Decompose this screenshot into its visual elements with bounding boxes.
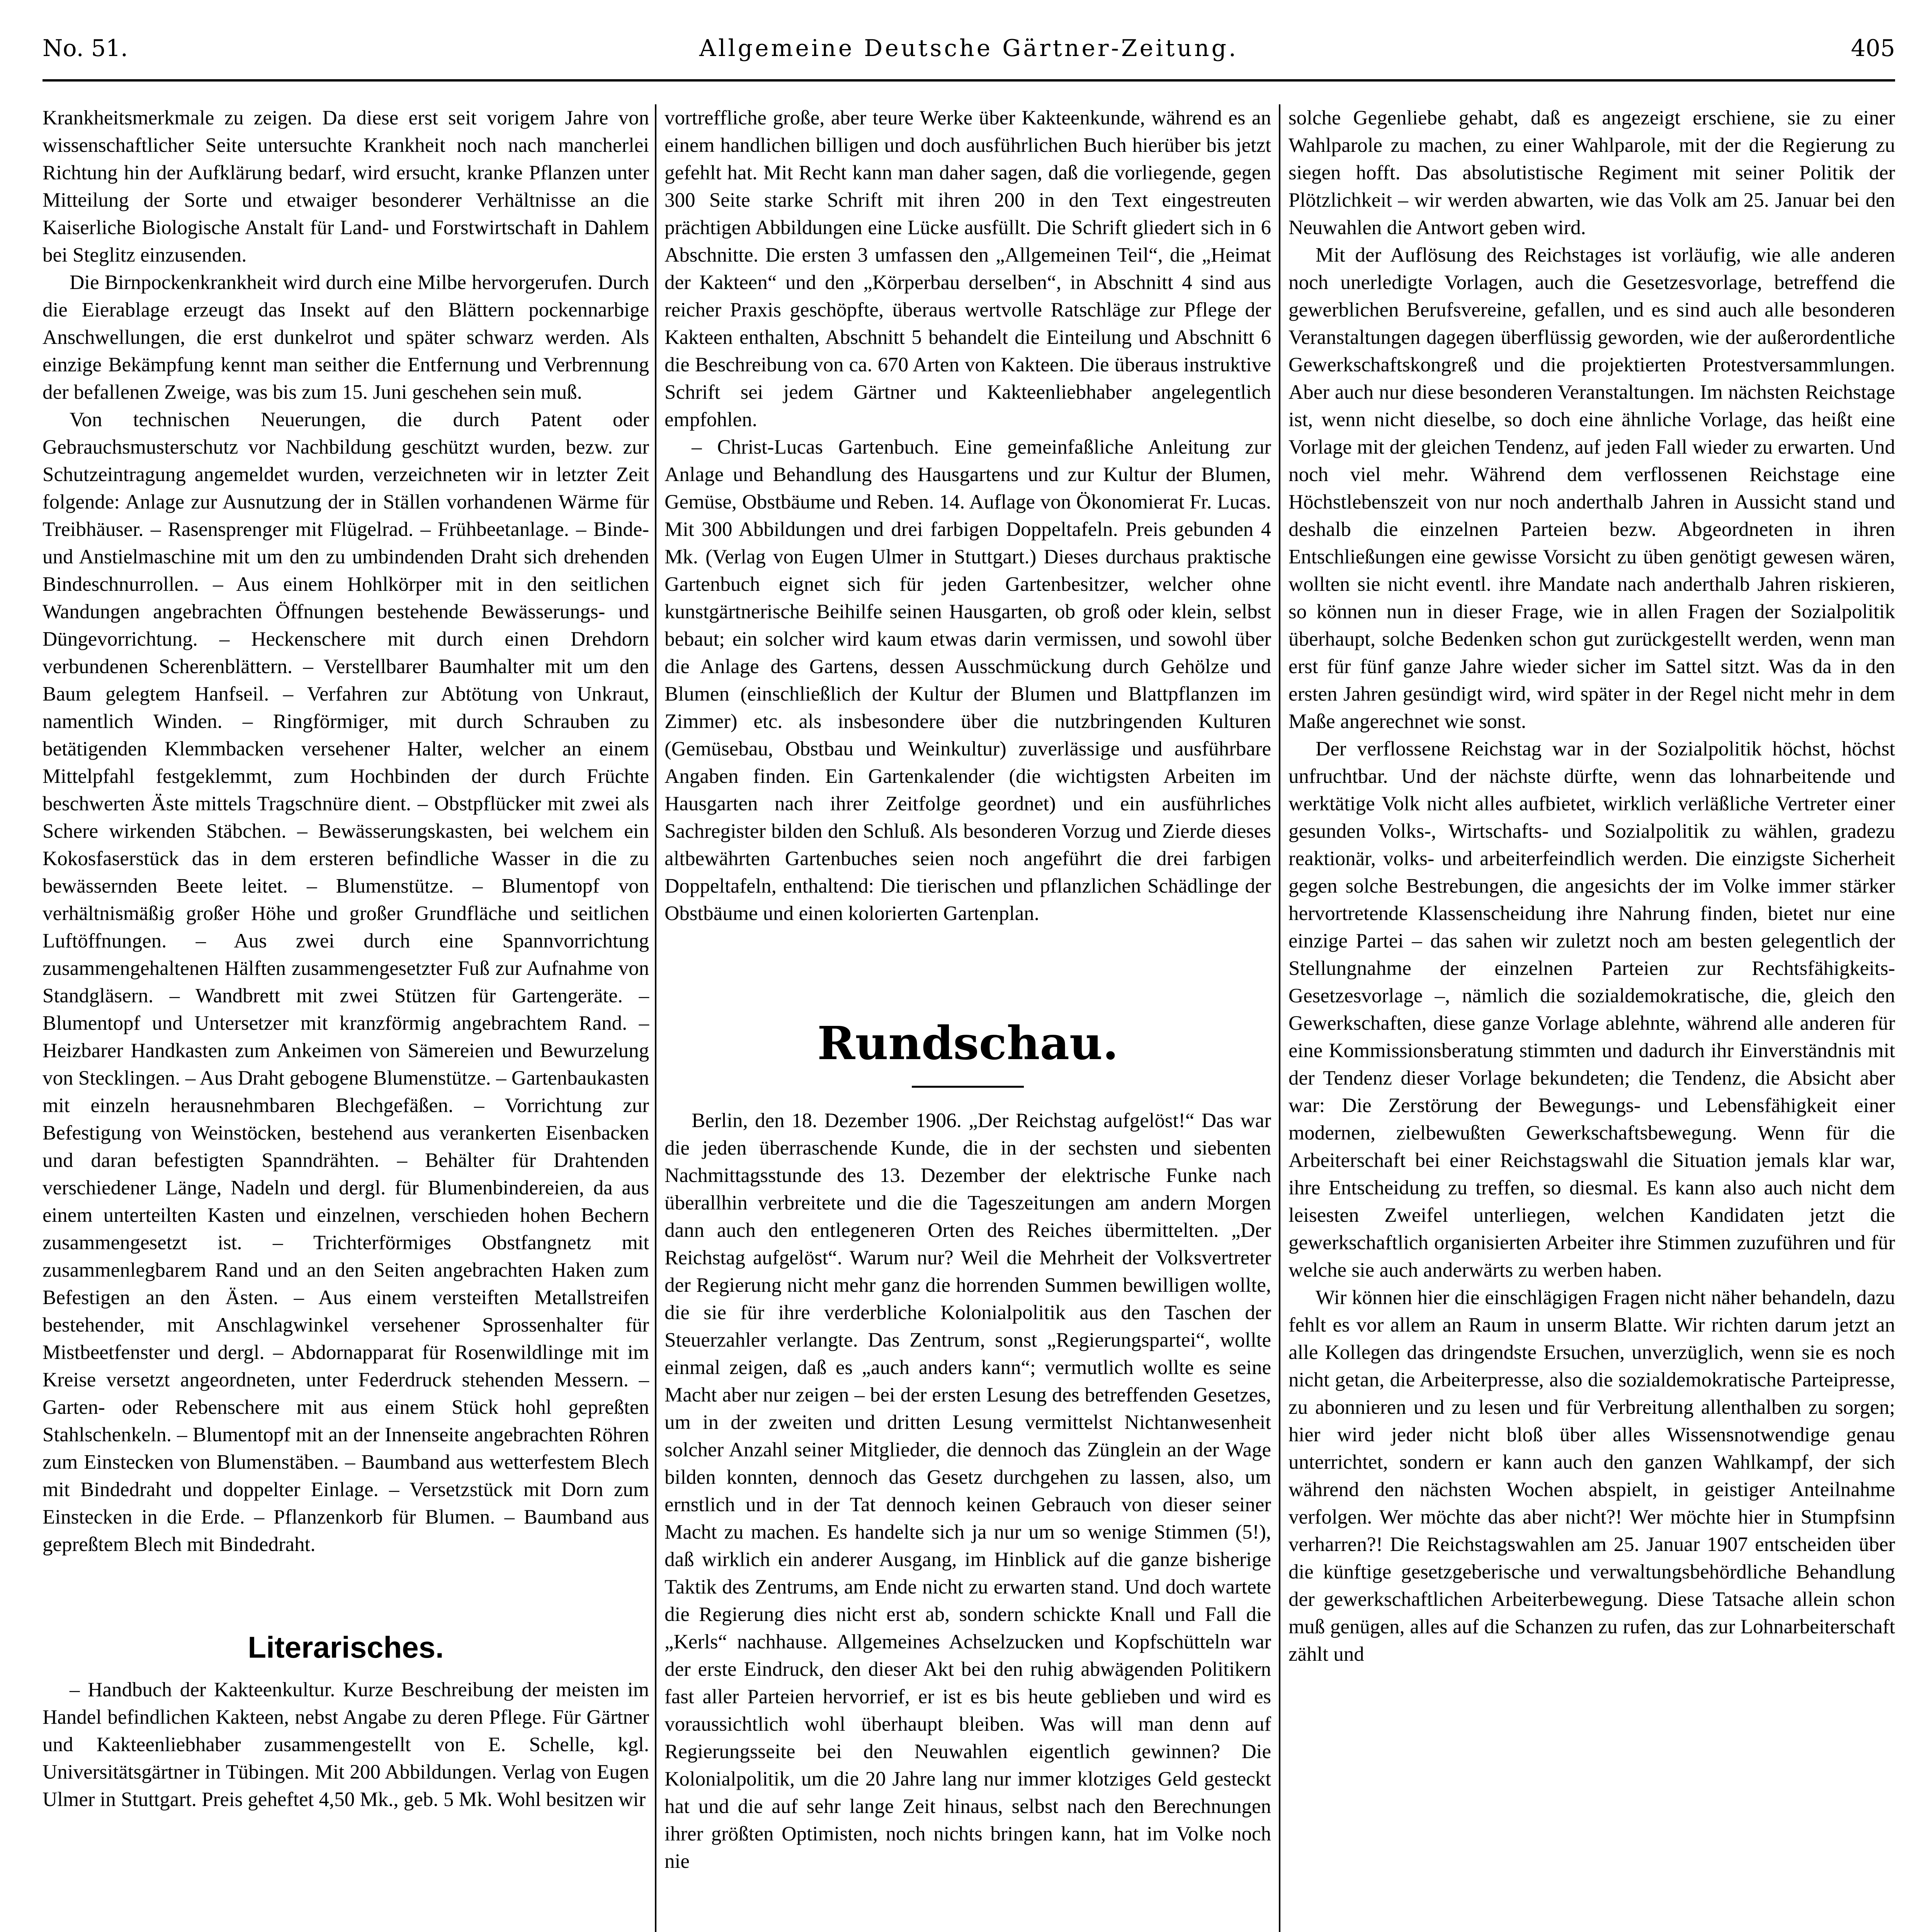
page-number: 405 <box>1851 35 1895 62</box>
page-header <box>42 12 1895 82</box>
paragraph: Der verflossene Reichstag war in der Sozialpolitik höchst, höchst unfruchtbar. Und der nächste dürfte, wenn das lohnarbeitende und werktätige Volk nicht alles aufbietet, wirklich verläßliche Vertreter einer gesunden Volks-, Wirtschafts- und Sozialpolitik zu wählen, gradezu reaktionär, volks- und arbeiterfeindlich werden. Die einzigste Sicherheit gegen solche Bestrebungen, die angesichts der im Volke immer stärker hervortretende Klassenscheidung ihre Nahrung finden, bietet nur eine einzige Partei – das sahen wir zuletzt noch am besten gelegentlich der Stellungnahme der einzelnen Parteien zur Rechtsfähigkeits-Gesetzesvorlage –, nämlich die sozialdemokratische, die, gleich den Gewerkschaften, diese ganze Vorlage ablehnte, während alle anderen für eine Kommissionsberatung stimmten und dadurch ihr Einverständnis mit der Tendenz dieser Vorlage bekundeten; die Tendenz, die Absicht aber war: Die Zerstörung der Bewegungs- und Lebensfähigkeit einer modernen, zielbewußten Gewerkschaftsbewegung. Wenn für die Arbeiterschaft bei einer Reichstagswahl die Situation jemals klar war, ihre Entscheidung zu treffen, so diesmal. Es kann also auch nicht dem leisesten Zweifel unterliegen, welchen Kandidaten jetzt die gewerkschaftlich organisierten Arbeiter ihre Stimmen zuzuführen und für welche sie auch anderwärts zu werben haben. <box>1289 738 1895 1281</box>
column-left <box>42 104 649 1932</box>
paragraph: – Christ-Lucas Gartenbuch. Eine gemeinfaßliche Anleitung zur Anlage und Behandlung des Hausgartens und zur Kultur der Blumen, Gemüse, Obstbäume und Reben. 14. Auflage von Ökonomierat Fr. Lucas. Mit 300 Abbildungen und drei farbigen Doppeltafeln. Preis gebunden 4 Mk. (Verlag von Eugen Ulmer in Stuttgart.) Dieses durchaus praktische Gartenbuch eignet sich für jeden Gartenbesitzer, welcher ohne kunstgärtnerische Beihilfe seinen Hausgarten, ob groß oder klein, selbst bebaut; ein solcher wird kaum etwas darin vermissen, und sowohl über die Anlage des Gartens, dessen Ausschmückung durch Gehölze und Blumen (einschließlich der Kultur der Blumen und Blattpflanzen im Zimmer) etc. als insbesondere über die nutzbringenden Kulturen (Gemüsebau, Obstbau und Weinkultur) zuverlässige und ausführbare Angaben finden. Ein Gartenkalender (die wichtigsten Arbeiten im Hausgarten nach ihrer Zeitfolge geordnet) und ein ausführliches Sachregister bilden den Schluß. Als besonderen Vorzug und Zierde dieses altbewährten Gartenbuches seien noch angeführt die drei farbigen Doppeltafeln, enthaltend: Die tierischen und pflanzlichen Schädlinge der Obstbäume und einen kolorierten Gartenplan. <box>665 436 1271 925</box>
paragraph: vortreffliche große, aber teure Werke über Kakteenkunde, während es an einem handlichen billigen und doch ausführlichen Buch hierüber bis jetzt gefehlt hat. Mit Recht kann man daher sagen, daß die vorliegende, gegen 300 Seite starke Schrift mit ihren 200 in den Text eingestreuten prächtigen Abbildungen eine Lücke ausfüllt. Die Schrift gliedert sich in 6 Abschnitte. Die ersten 3 umfassen den „Allgemeinen Teil“, die „Heimat der Kakteen“ und den „Körperbau derselben“, in Abschnitt 4 sind aus reicher Praxis geschöpfte, überaus wertvolle Ratschläge zur Pflege der Kakteen enthalten, Abschnitt 5 behandelt die Einteilung und Abschnitt 6 die Beschreibung von ca. 670 Arten von Kakteen. Die überaus instruktive Schrift sei jedem Gärtner und Kakteenliebhaber angelegentlich empfohlen. <box>665 107 1271 431</box>
paragraph: solche Gegenliebe gehabt, daß es angezeigt erschiene, sie zu einer Wahlparole zu machen, zu einer Wahlparole, mit der die Regierung zu siegen hofft. Das absolutistische Regiment mit seiner Politik der Plötzlichkeit – wir werden abwarten, wie das Volk am 25. Januar bei den Neuwahlen die Antwort geben wird. <box>1289 107 1895 239</box>
paragraph: – Handbuch der Kakteenkultur. Kurze Beschreibung der meisten im Handel befindlichen Kakteen, nebst Angabe zu deren Pflege. Für Gärtner und Kakteenliebhaber zusammengestellt von E. Schelle, kgl. Universitätsgärtner in Tübingen. Mit 200 Abbildungen. Verlag von Eugen Ulmer in Stuttgart. Preis geheftet 4,50 Mk., geb. 5 Mk. Wohl besitzen wir <box>42 1679 649 1811</box>
newspaper-title: Allgemeine Deutsche Gärtner-Zeitung. <box>699 35 1239 62</box>
paragraph: Wir können hier die einschlägigen Fragen nicht näher behandeln, dazu fehlt es vor allem an Raum in unserm Blatte. Wir richten darum jetzt an alle Kollegen das dringendste Ersuchen, unverzüglich, wenn sie es noch nicht getan, die Arbeiterpresse, also die sozialdemokratische Parteipresse, zu abonnieren und zu lesen und für Verbreitung allenthalben zu sorgen; hier wird jeder nicht bloß über alles Wissensnotwendige genau unterrichtet, sondern er kann auch den ganzen Wahlkampf, der sich während den nächsten Wochen abspielt, in geistiger Anteilnahme verfolgen. Wer möchte das aber nicht?! Wer möchte hier in Stumpfsinn verharren?! Die Reichstagswahlen am 25. Januar 1907 entscheiden über die künftige gesetzgeberische und verwaltungsbehördliche Behandlung der gewerkschaftlichen Arbeiterbewegung. Diese Tatsache allein schon muß genügen, alles auf die Schanzen zu rufen, das zur Lohnarbeiterschaft zählt und <box>1289 1286 1895 1665</box>
paragraph: Berlin, den 18. Dezember 1906. „Der Reichstag aufgelöst!“ Das war die jeden überraschende Kunde, die in der sechsten und siebenten Nachmittagsstunde des 13. Dezember der elektrische Funke nach überallhin verbreitete und die die Tageszeitungen am andern Morgen dann auch den entlegeneren Orten des Reiches übermittelten. „Der Reichstag aufgelöst“. Warum nur? Weil die Mehrheit der Volksvertreter der Regierung nicht mehr ganz die horrenden Summen bewilligen wollte, die sie für ihre verderbliche Kolonialpolitik aus den Taschen der Steuerzahler verlangte. Das Zentrum, sonst „Regierungspartei“, wollte einmal zeigen, daß es „auch anders kann“; vermutlich wollte es seine Macht aber nur zeigen – bei der ersten Lesung des betreffenden Gesetzes, um in der zweiten und dritten Lesung vermittelst Nichtanwesenheit solcher Anzahl seiner Mitglieder, die dennoch das Zünglein an der Wage bilden konnten, dennoch das Gesetz durchgehen zu lassen, also, um ernstlich und in der Tat dennoch keinen Gebrauch von dieser seiner Macht zu machen. Es handelte sich ja nur um so wenige Stimmen (5!), daß wirklich ein anderer Ausgang, im Hinblick auf die ganze bisherige Taktik des Zentrums, am Ende nicht zu erwarten stand. Und doch wartete die Regierung dies nicht erst ab, sondern schickte Knall und Fall die „Kerls“ nachhause. Allgemeines Achselzucken und Kopfschütteln war der erste Eindruck, den dieser Akt bei den ruhig abwägenden Politikern fast aller Parteien hervorrief, er ist es bis heute geblieben und wird es voraussichtlich wohl überhaupt bleiben. Was will man denn auf Regierungsseite bei den Neuwahlen eigentlich gewinnen? Die Kolonialpolitik, um die 20 Jahre lang nur immer klotziges Geld gesteckt hat und die auf sehr lange Zeit hinaus, selbst nach den Berechnungen ihrer größten Optimisten, noch nichts bringen kann, hat im Volke noch nie <box>665 1109 1271 1872</box>
issue-number: No. 51. <box>42 35 128 62</box>
heading-underline <box>912 1086 1024 1088</box>
column-divider <box>1279 104 1280 1932</box>
section-heading-literarisches: Literarisches. <box>248 1630 444 1664</box>
paragraph: Krankheitsmerkmale zu zeigen. Da diese erst seit vorigem Jahre von wissenschaftlicher Seite untersuchte Krankheit noch nach mancherlei Richtung hin der Aufklärung bedarf, wird ersucht, kranke Pflanzen unter Mitteilung der Sorte und etwaiger besonderer Verhältnisse an die Kaiserliche Biologische Anstalt für Land- und Forstwirtschaft in Dahlem bei Steglitz einzusenden. <box>42 107 649 266</box>
paragraph: Die Birnpockenkrankheit wird durch eine Milbe hervorgerufen. Durch die Eierablage erzeugt das Insekt auf den Blättern pockennarbige Anschwellungen, die erst dunkelrot und später schwarz werden. Als einzige Bekämpfung kennt man seither die Entfernung und Verbrennung der befallenen Zweige, was bis zum 15. Juni geschehen sein muß. <box>42 271 649 403</box>
paragraph: Mit der Auflösung des Reichstages ist vorläufig, wie alle anderen noch unerledigte Vorlagen, auch die Gesetzesvorlage, betreffend die gewerblichen Berufsvereine, gefallen, und es sind auch alle besonderen Veranstaltungen dagegen überflüssig geworden, wie der außerordentliche Gewerkschaftskongreß und die projektierten Protestversammlungen. Aber auch nur diese besonderen Veranstaltungen. Im nächsten Reichstage ist, wenn nicht dieselbe, so doch eine ähnliche Vorlage, das heißt eine Vorlage mit der gleichen Tendenz, auf jeden Fall wieder zu erwarten. Und noch viel mehr. Während dem verflossenen Reichstage eine Höchstlebenszeit von nur noch anderthalb Jahren in Aussicht stand und deshalb die einzelnen Parteien bezw. Abgeordneten in ihren Entschließungen eine gewisse Vorsicht zu üben genötigt gewesen wären, wollten sie nicht eventl. ihre Mandate nach anderthalb Jahren riskieren, so können nun in dieser Frage, wie in allen Fragen der Sozialpolitik überhaupt, solche Bedenken schon gut zurückgestellt werden, wenn man erst für fünf ganze Jahre wieder sicher im Sattel sitzt. Was da in den ersten Jahren gesündigt wird, wird später in der Regel nicht mehr in dem Maße angerechnet wie sonst. <box>1289 244 1895 733</box>
paragraph: Von technischen Neuerungen, die durch Patent oder Gebrauchsmusterschutz vor Nachbildung geschützt wurden, bezw. zur Schutzeintragung angemeldet wurden, verzeichneten wir in letzter Zeit folgende: Anlage zur Ausnutzung der in Ställen vorhandenen Wärme für Treibhäuser. – Rasensprenger mit Flügelrad. – Frühbeetanlage. – Binde- und Anstielmaschine mit um den zu umbindenden Draht sich drehenden Bindeschnurrollen. – Aus einem Hohlkörper mit in den seitlichen Wandungen angebrachten Öffnungen bestehende Bewässerungs- und Düngevorrichtung. – Heckenschere mit durch einen Drehdorn verbundenen Scherenblättern. – Verstellbarer Baumhalter mit um den Baum gelegtem Hanfseil. – Verfahren zur Abtötung von Unkraut, namentlich Winden. – Ringförmiger, mit durch Schrauben zu betätigenden Klemmbacken versehener Halter, welcher an einem Mittelpfahl festgeklemmt, zum Hochbinden der durch Früchte beschwerten Äste mittels Tragschnüre dient. – Obstpflücker mit zwei als Schere wirkenden Stäbchen. – Bewässerungskasten, bei welchem ein Kokosfaserstück das in dem ersteren befindliche Wasser in die zu bewässernden Beete leitet. – Blumenstütze. – Blumentopf von verhältnismäßig großer Höhe und großer Grundfläche und seitlichen Luftöffnungen. – Aus zwei durch eine Spannvorrichtung zusammengehaltenen Hälften zusammengesetzter Fuß zur Aufnahme von Standgläsern. – Wandbrett mit zwei Stützen für Gartengeräte. – Blumentopf und Untersetzer mit kranzförmig angebrachtem Rand. – Heizbarer Handkasten zum Ankeimen von Sämereien und Bewurzelung von Stecklingen. – Aus Draht gebogene Blumenstütze. – Gartenbaukasten mit einzeln herausnehmbaren Blechgefäßen. – Vorrichtung zur Befestigung von Weinstöcken, bestehend aus verankerten Eisenbacken und daran befestigten Spanndrähten. – Behälter für Drahtenden verschiedener Länge, Nadeln und dergl. für Blumenbindereien, da aus einem unterteilten Kasten und einzelnen, verschieden hohen Bechern zusammengesetzt ist. – Trichterförmiges Obstfangnetz mit zusammenlegbarem Rand und an den Seiten angebrachten Haken zum Befestigen an den Ästen. – Aus einem versteiften Metallstreifen bestehender, mit Anschlagwinkel versehener Sprossenhalter für Mistbeetfenster und dergl. – Abdornapparat für Rosenwildlinge mit im Kreise versetzt angeordneten, unter Federdruck stehenden Messern. – Garten- oder Rebenschere mit aus einem Stück hohl gepreßten Stahlschenkeln. – Blumentopf mit an der Innenseite angebrachten Röhren zum Einstecken von Blumenstäben. – Baumband aus wetterfestem Blech mit Bindedraht und doppelter Einlage. – Versetzstück mit Dorn zum Einstecken in die Erde. – Pflanzenkorb für Blumen. – Baumband aus gepreßtem Blech mit Bindedraht. <box>42 408 649 1556</box>
column-middle <box>665 104 1271 1932</box>
column-divider <box>655 104 656 1932</box>
column-right <box>1289 104 1895 1932</box>
section-heading-rundschau: Rundschau. <box>817 1016 1119 1070</box>
